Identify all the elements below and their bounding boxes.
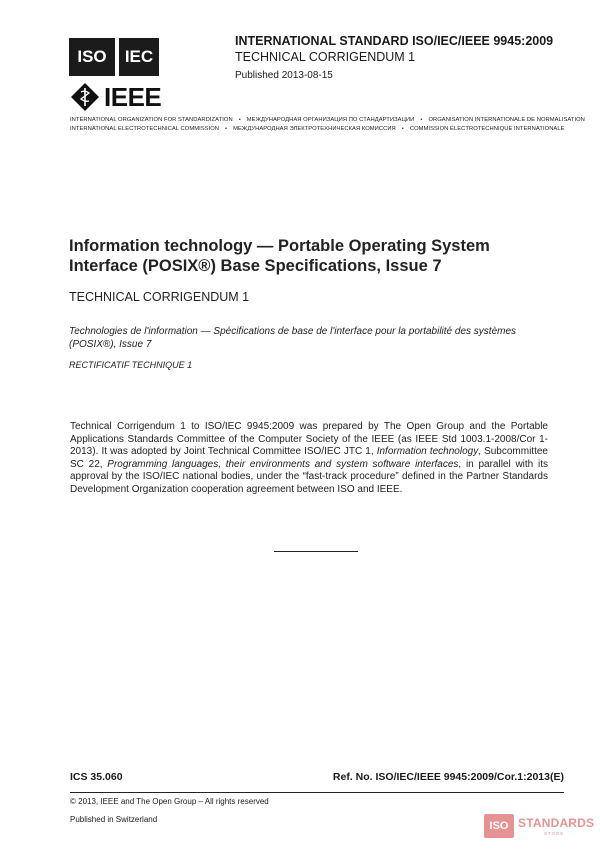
footer-rule bbox=[70, 792, 564, 793]
org-name: ORGANISATION INTERNATIONALE DE NORMALISATION bbox=[428, 117, 585, 123]
iso-logo: ISO bbox=[69, 38, 115, 76]
org-line-1 bbox=[70, 117, 585, 123]
store-iso-mark: ISO bbox=[484, 814, 514, 838]
org-name: COMMISSION ÉLECTROTECHNIQUE INTERNATIONALE bbox=[409, 126, 565, 132]
published-date: Published 2013-08-15 bbox=[235, 70, 333, 81]
bullet: • bbox=[420, 117, 423, 123]
bullet: • bbox=[238, 117, 241, 123]
ieee-wordmark: IEEE bbox=[104, 82, 162, 112]
standard-title: INTERNATIONAL STANDARD ISO/IEC/IEEE 9945:2009 bbox=[235, 34, 554, 48]
org-name: МЕЖДУНАРОДНАЯ ЭЛЕКТРОТЕХНИЧЕСКАЯ КОМИССИЯ bbox=[233, 126, 396, 132]
body-text-part: Technical Corrigendum 1 to ISO/IEC 9945:2009 was prepared by The Open Group and the Portable Applications Standards Committee of the Computer Society of the IEEE (as IEEE Std 1003.1-2008/Cor 1-2013). It was adopted by Joint Technical Committee ISO/IEC JTC 1, bbox=[70, 421, 548, 458]
ieee-logo bbox=[70, 82, 182, 112]
body-text-part: , in parallel with its approval by the ISO/IEC national bodies, under the “fast-track procedure” defined in the Partner Standards Development Organization cooperation agreement between ISO and IEEE. bbox=[70, 458, 548, 495]
org-name: INTERNATIONAL ELECTROTECHNICAL COMMISSION bbox=[70, 126, 220, 132]
bullet: • bbox=[401, 126, 404, 132]
french-title: Technologies de l'information — Spécifications de base de l'interface pour la portabilité des systèmes (POSIX®), Issue 7 bbox=[69, 326, 517, 350]
iso-standards-store-watermark bbox=[484, 814, 594, 840]
store-text: STANDARDS bbox=[518, 816, 595, 830]
body-paragraph bbox=[70, 421, 548, 497]
body-text-part: , Subcommittee SC 22, bbox=[70, 446, 548, 470]
body-italic-part: Information technology bbox=[376, 446, 479, 458]
iec-logo: IEC bbox=[119, 38, 159, 76]
french-corrigendum-label: RECTIFICATIF TECHNIQUE 1 bbox=[69, 360, 193, 370]
copyright-notice: © 2013, IEEE and The Open Group – All rights reserved bbox=[70, 797, 269, 806]
body-italic-part: Programming languages, their environments and system software interfaces bbox=[107, 458, 459, 470]
org-line-2 bbox=[70, 126, 565, 132]
org-name: INTERNATIONAL ORGANIZATION FOR STANDARDIZATION bbox=[70, 117, 233, 123]
corrigendum-label: TECHNICAL CORRIGENDUM 1 bbox=[69, 290, 250, 304]
ieee-diamond-icon bbox=[70, 82, 100, 112]
reference-number: Ref. No. ISO/IEC/IEEE 9945:2009/Cor.1:2013(E) bbox=[332, 771, 564, 783]
org-name: МЕЖДУНАРОДНАЯ ОРГАНИЗАЦИЯ ПО СТАНДАРТИЗАЦИИ bbox=[246, 117, 415, 123]
published-in: Published in Switzerland bbox=[70, 815, 158, 824]
document-title: Information technology — Portable Operating System Interface (POSIX®) Base Specifications, Issue 7 bbox=[69, 237, 490, 275]
standard-subtitle: TECHNICAL CORRIGENDUM 1 bbox=[235, 50, 416, 64]
store-subtext: STORE bbox=[544, 831, 565, 836]
separator-rule bbox=[274, 551, 358, 552]
bullet: • bbox=[225, 126, 228, 132]
ics-code: ICS 35.060 bbox=[70, 771, 123, 783]
